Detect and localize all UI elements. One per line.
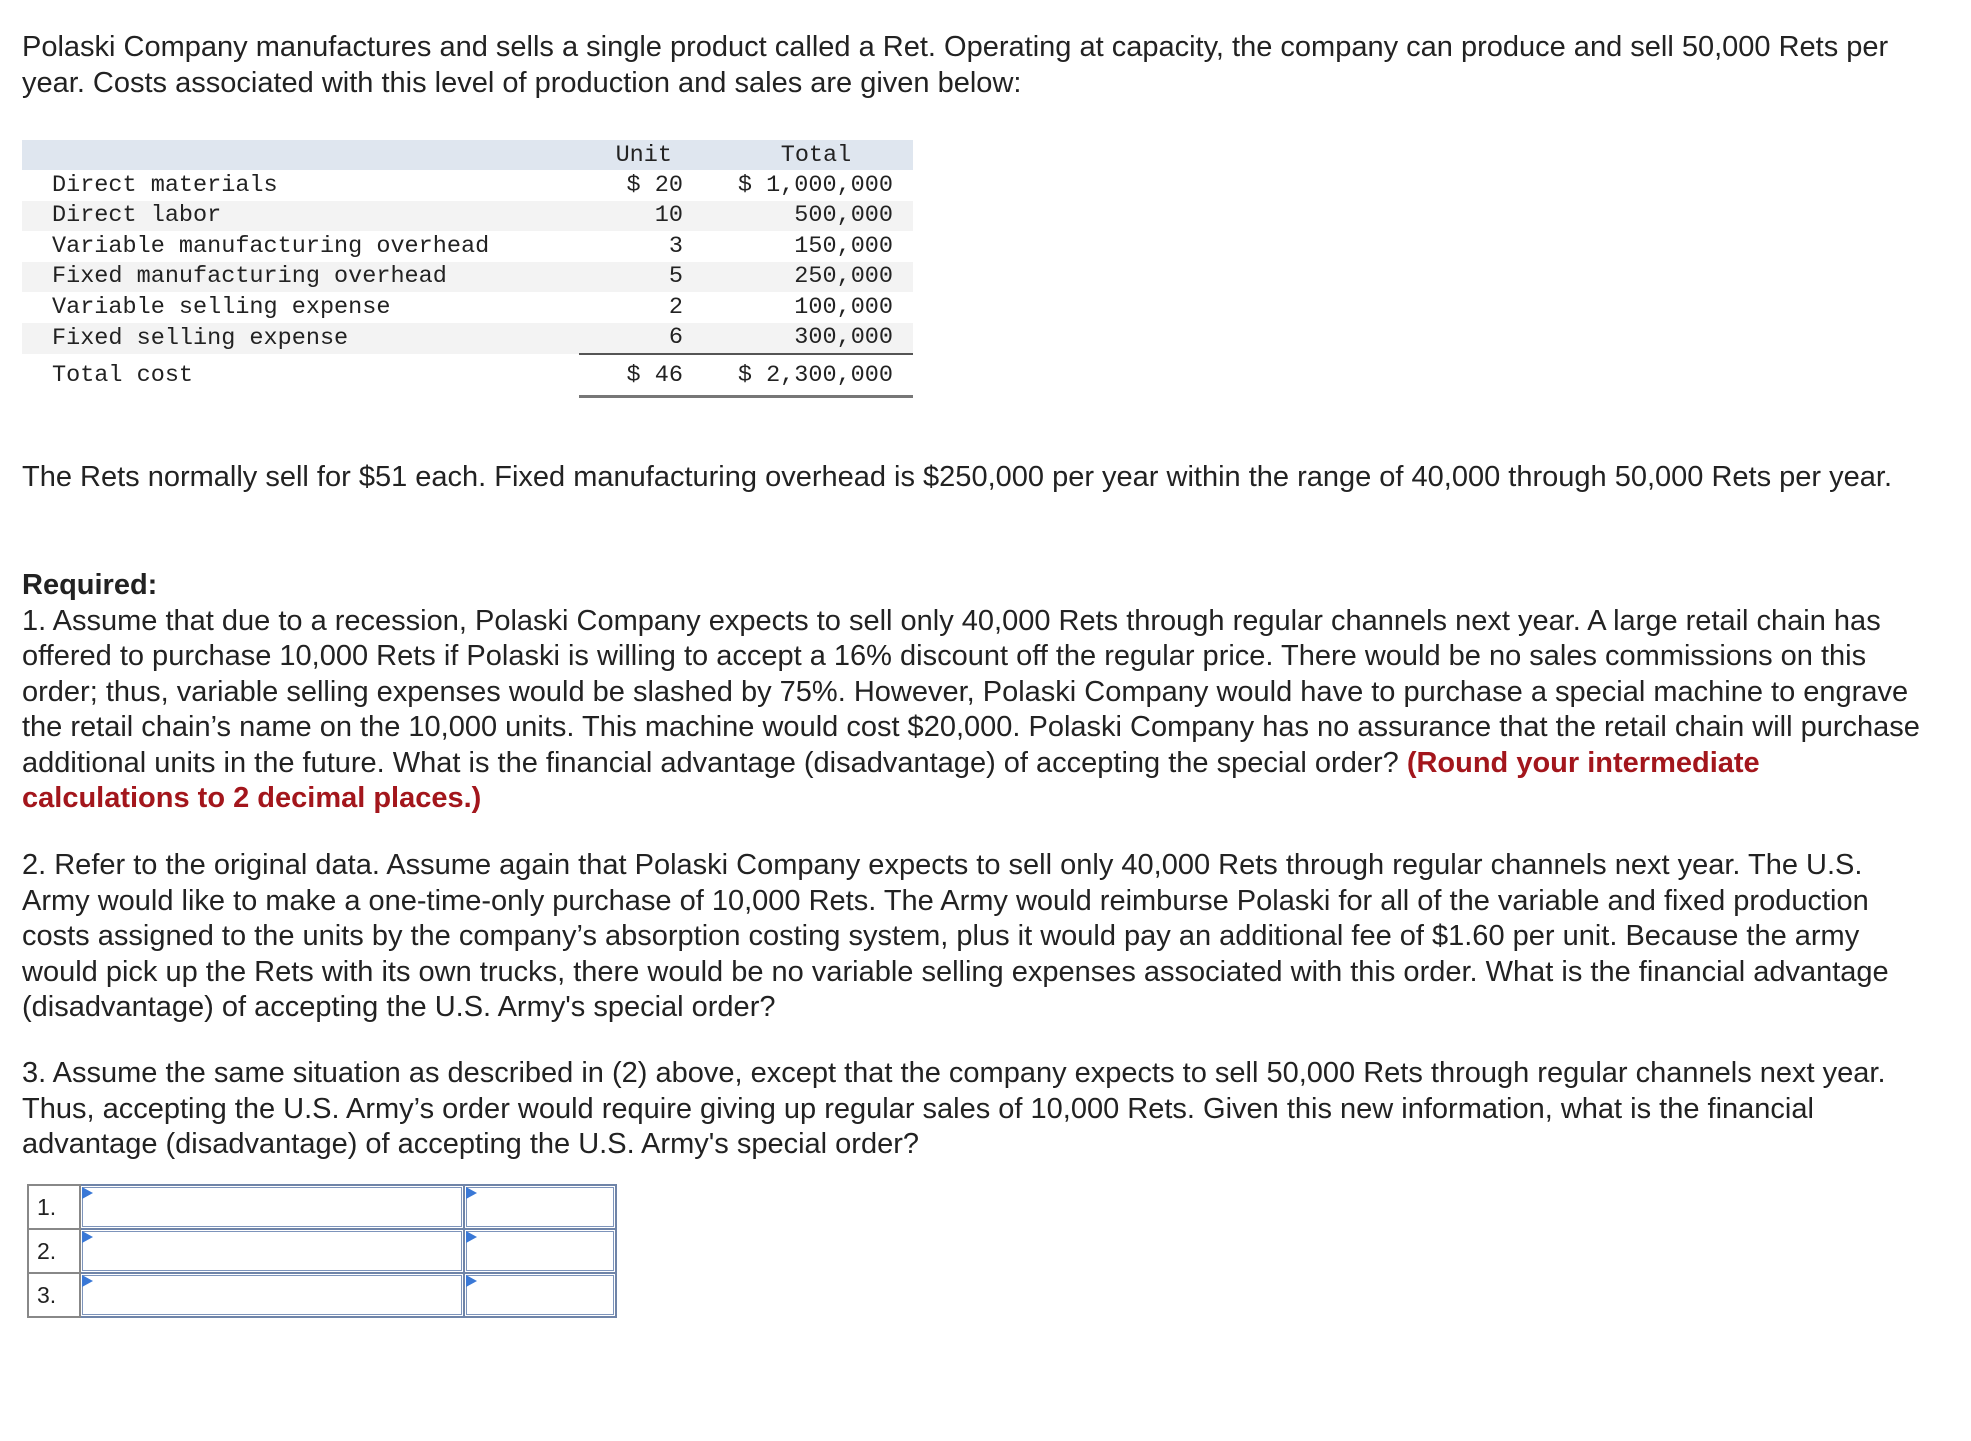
answer-description-field[interactable]	[80, 1273, 464, 1317]
selling-price-paragraph: The Rets normally sell for $51 each. Fixed manufacturing overhead is $250,000 per year within the range of 40,000 through 50,000 Rets per year.	[22, 461, 1893, 493]
question-2: 2. Refer to the original data. Assume again that Polaski Company expects to sell only 40,000 Rets through regular channels next year. The U.S. Army would like to make a one-time-only purchase of 10,000 Rets. The Army would reimburse Polaski for all of the variable and fixed production costs assigned to the units by the company’s absorption costing system, plus it would pay an additional fee of $1.60 per unit. Because the army would pick up the Rets with its own trucks, there would be no variable selling expenses associated with this order. What is the financial advantage (disadvantage) of accepting the U.S. Army's special order?	[22, 849, 1889, 1023]
row-label: Fixed manufacturing overhead	[22, 262, 579, 293]
description-input[interactable]	[82, 1231, 462, 1271]
required-heading: Required:	[22, 569, 158, 601]
input-marker-icon	[82, 1231, 93, 1243]
row-label: Fixed selling expense	[22, 323, 579, 355]
input-marker-icon	[466, 1275, 477, 1287]
row-label: Variable selling expense	[52, 293, 391, 321]
answer-description-field[interactable]	[80, 1185, 464, 1229]
required-section	[22, 568, 1922, 817]
row-unit: 2	[668, 293, 683, 321]
answer-number: 1.	[28, 1185, 80, 1229]
row-label: Direct materials	[52, 171, 278, 199]
row-unit: 6	[579, 323, 689, 355]
description-input[interactable]	[82, 1275, 462, 1315]
answer-row-3	[28, 1273, 616, 1317]
total-label: Total cost	[52, 361, 194, 389]
header-label	[22, 140, 579, 170]
amount-input[interactable]	[466, 1275, 614, 1315]
table-row	[22, 292, 913, 323]
row-unit: 3	[668, 232, 683, 260]
row-total: 300,000	[689, 323, 913, 355]
row-unit: 10	[579, 201, 689, 232]
table-row	[22, 201, 913, 232]
row-total: 250,000	[689, 262, 913, 293]
amount-input[interactable]	[466, 1187, 614, 1227]
row-unit: 5	[579, 262, 689, 293]
cost-table	[22, 140, 913, 398]
rounding-instruction: (Round your intermediate calculations to 2 decimal places.)	[22, 746, 1760, 814]
question-1	[22, 604, 1922, 817]
description-input[interactable]	[82, 1187, 462, 1227]
header-unit: Unit	[579, 140, 689, 170]
table-row	[22, 231, 913, 262]
row-total: $ 1,000,000	[737, 171, 893, 199]
row-label: Variable manufacturing overhead	[52, 232, 490, 260]
question-1-text: 1. Assume that due to a recession, Polaski Company expects to sell only 40,000 Rets through regular channels next year. A large retail chain has offered to purchase 10,000 Rets if Polaski is willing to accept a 16% discount off the regular price. There would be no sales commissions on this order; thus, variable selling expenses would be slashed by 75%. However, Polaski Company would have to purchase a special machine to engrave the retail chain’s name on the 10,000 units. This machine would cost $20,000. Polaski Company has no assurance that the retail chain will purchase additional units in the future. What is the financial advantage (disadvantage) of accepting the special order?	[22, 604, 1920, 779]
answer-amount-field[interactable]	[464, 1229, 616, 1273]
input-marker-icon	[466, 1187, 477, 1199]
answer-row-1	[28, 1185, 616, 1229]
table-row	[22, 170, 913, 201]
row-label: Direct labor	[22, 201, 579, 232]
intro-paragraph: Polaski Company manufactures and sells a single product called a Ret. Operating at capacity, the company can produce and sell 50,000 Rets per year. Costs associated with this level of production and sales are given below:	[22, 31, 1889, 99]
answer-amount-field[interactable]	[464, 1273, 616, 1317]
row-total: 150,000	[794, 232, 893, 260]
row-total: 500,000	[689, 201, 913, 232]
row-total: 100,000	[794, 293, 893, 321]
answer-description-field[interactable]	[80, 1229, 464, 1273]
table-row	[22, 323, 913, 355]
amount-input[interactable]	[466, 1231, 614, 1271]
input-marker-icon	[82, 1275, 93, 1287]
input-marker-icon	[82, 1187, 93, 1199]
answer-number: 3.	[28, 1273, 80, 1317]
total-total: $ 2,300,000	[689, 354, 913, 397]
header-total: Total	[689, 140, 913, 170]
cost-table-header-row	[22, 140, 913, 170]
cost-table-container	[22, 140, 913, 398]
answer-row-2	[28, 1229, 616, 1273]
total-unit: $ 46	[579, 354, 689, 397]
answer-amount-field[interactable]	[464, 1185, 616, 1229]
row-unit: $ 20	[626, 171, 683, 199]
question-3: 3. Assume the same situation as described in (2) above, except that the company expects to sell 50,000 Rets through regular channels next year. Thus, accepting the U.S. Army’s order would require giving up regular sales of 10,000 Rets. Given this new information, what is the financial advantage (disadvantage) of accepting the U.S. Army's special order?	[22, 1057, 1886, 1160]
total-row	[22, 354, 913, 397]
input-marker-icon	[466, 1231, 477, 1243]
answer-table	[27, 1184, 617, 1318]
table-row	[22, 262, 913, 293]
answer-number: 2.	[28, 1229, 80, 1273]
